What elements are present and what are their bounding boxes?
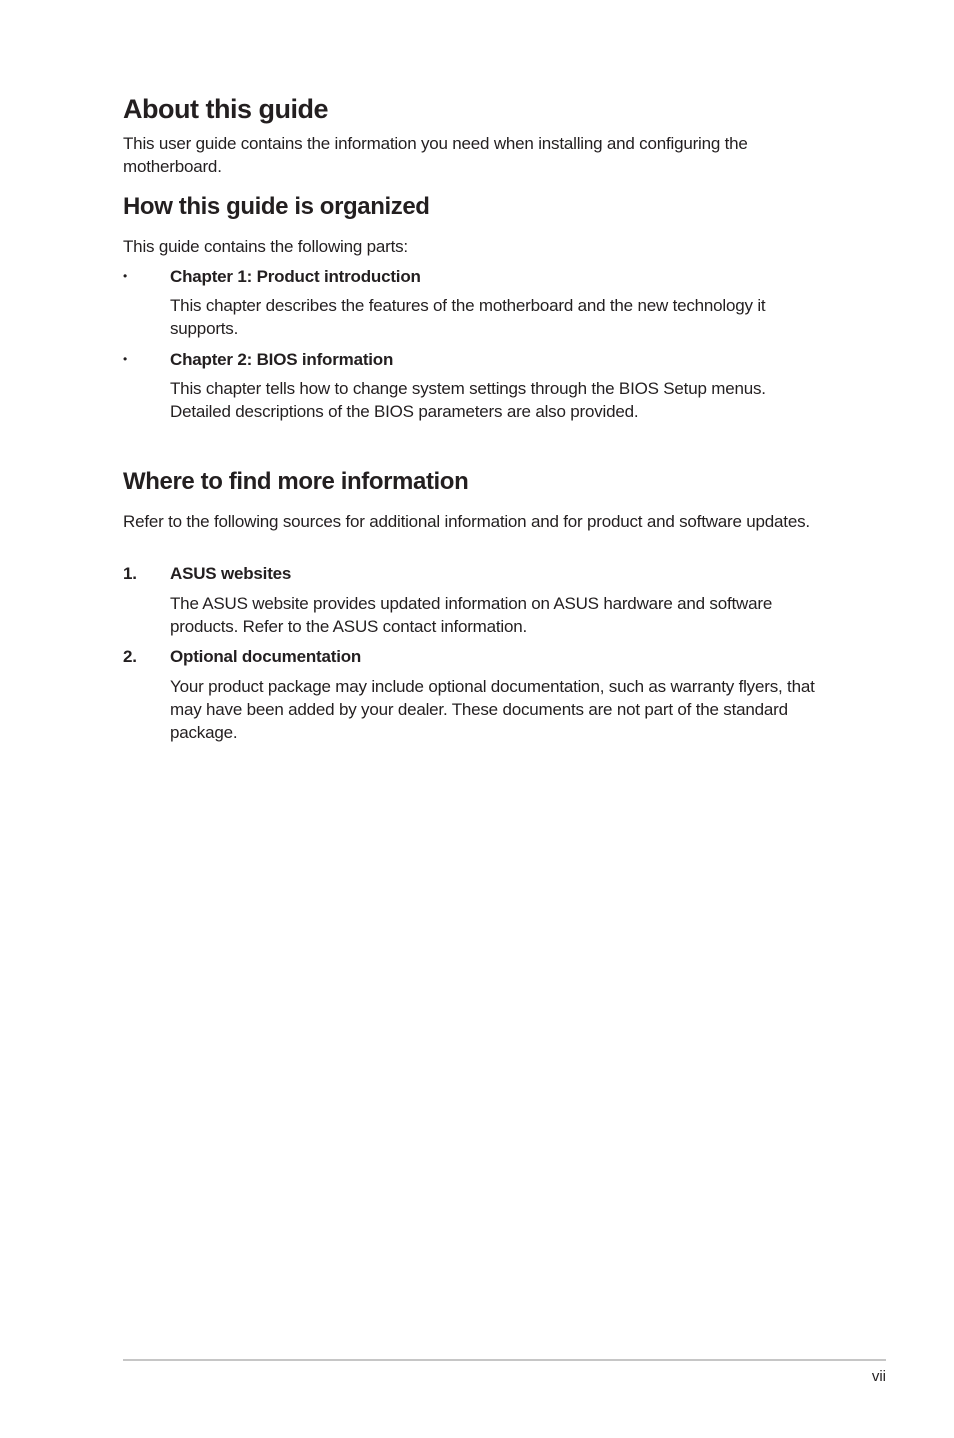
more-info-heading: Where to find more information — [123, 468, 469, 495]
item-title: Chapter 1: Product introduction — [170, 267, 421, 286]
organization-heading: How this guide is organized — [123, 193, 430, 220]
item-title: Optional documentation — [170, 647, 362, 666]
list-item-chapter-1 — [123, 265, 823, 288]
organization-intro: This guide contains the following parts: — [123, 237, 408, 256]
item-description: The ASUS website provides updated information on ASUS hardware and software products. Refer to the ASUS contact information. — [170, 594, 773, 636]
item-description: This chapter tells how to change system settings through the BIOS Setup menus. Detailed descriptions of the BIOS parameters are also provided. — [170, 379, 766, 421]
item-title: ASUS websites — [170, 564, 292, 583]
bullet-marker: • — [123, 352, 128, 366]
about-heading: About this guide — [123, 94, 328, 124]
about-intro: This user guide contains the information you need when installing and configuring the motherboard. — [123, 134, 748, 176]
item-description: This chapter describes the features of the motherboard and the new technology it supports. — [170, 296, 766, 338]
more-info-intro: Refer to the following sources for additional information and for product and software updates. — [123, 512, 810, 531]
item-description: Your product package may include optional documentation, such as warranty flyers, that may have been added by your dealer. These documents are not part of the standard package. — [170, 677, 815, 742]
number-marker: 1. — [123, 564, 137, 583]
list-item-asus-websites — [123, 562, 823, 585]
page-number: vii — [871, 1368, 886, 1385]
list-item-chapter-2 — [123, 348, 823, 371]
bullet-marker: • — [123, 269, 128, 283]
footer-divider — [123, 1359, 886, 1361]
number-marker: 2. — [123, 647, 137, 666]
list-item-optional-documentation — [123, 645, 823, 668]
item-title: Chapter 2: BIOS information — [170, 350, 394, 369]
